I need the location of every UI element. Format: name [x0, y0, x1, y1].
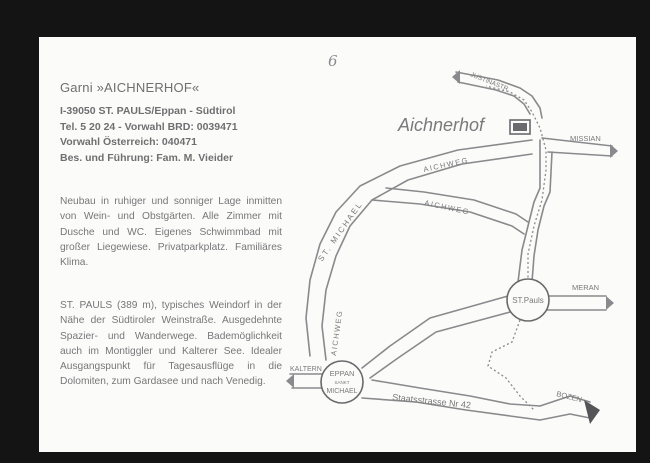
label-st-pauls: ST.Pauls	[512, 296, 544, 305]
label-eppan: EPPAN	[329, 369, 355, 378]
arrow-kaltern	[286, 374, 294, 388]
route-dotted-south	[488, 320, 534, 410]
hotel-building-icon	[510, 120, 530, 134]
village-paragraph: ST. PAULS (389 m), typisches Weindorf in der Nähe der Südtiroler Weinstraße. Ausgedehnte Spazier- und Wanderwege. Bademöglichkeit auch im Montiggler und Kalterer See. Idealer Ausgangspunkt für Tagesausflüge in die Dolomiten, zum Gardasee und nach Venedig.	[60, 300, 282, 388]
label-aichweg-mid: AICHWEG	[423, 198, 471, 217]
label-aichweg-top: AICHWEG	[422, 155, 470, 174]
label-bozen: BOZEN	[555, 389, 583, 405]
label-michael: MICHAEL	[326, 388, 358, 395]
route-dotted-north	[486, 86, 546, 282]
address-line: I-39050 ST. PAULS/Eppan - Südtirol	[60, 105, 236, 117]
label-meran: MERAN	[572, 283, 600, 292]
description-paragraph: Neubau in ruhiger und sonniger Lage inmitten von Wein- und Obstgärten. Alle Zimmer mit Dusche und WC. Eigenes Schwimmbad mit großer Liegewiese. Privatparkplatz. Familiäres Klima.	[60, 196, 282, 269]
austria-prefix-line: Vorwahl Österreich: 040471	[60, 136, 197, 149]
arrow-bozen	[584, 400, 600, 424]
arrow-meran	[606, 296, 614, 310]
label-kaltern: KALTERN	[290, 366, 322, 373]
phone-line: Tel. 5 20 24 - Vorwahl BRD: 0039471	[60, 120, 238, 133]
label-missian: MISSIAN	[570, 134, 601, 143]
label-sankt: SANKT	[334, 380, 350, 385]
road-main	[518, 140, 540, 282]
label-st-michael: ST. MICHAEL	[316, 199, 365, 264]
hotel-title: Garni »AICHNERHOF«	[60, 80, 200, 95]
label-justinastr: JUSTINASTR.	[469, 71, 511, 94]
label-aichweg-left: AICHWEG	[329, 309, 345, 357]
label-staatsstrasse: Staatsstrasse Nr 42	[391, 392, 472, 411]
hotel-name-script: Aichnerhof	[398, 115, 485, 135]
arrow-missian	[610, 144, 618, 158]
management-line: Bes. und Führung: Fam. M. Vieider	[60, 151, 234, 164]
handwritten-number: 6	[328, 52, 338, 70]
